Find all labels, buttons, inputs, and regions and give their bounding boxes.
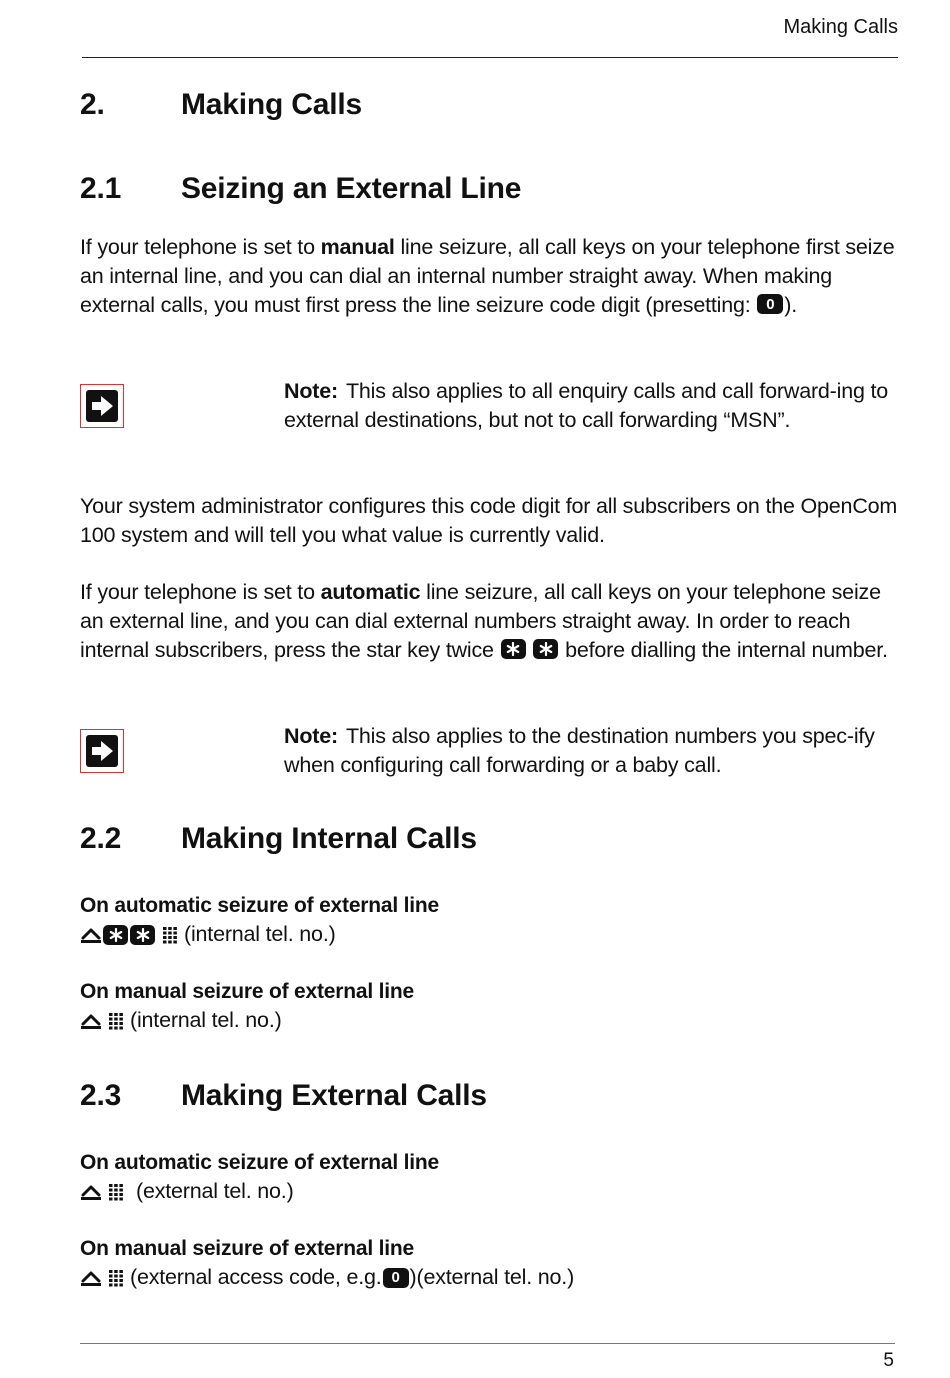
keypad-icon xyxy=(108,1012,124,1030)
star-key-icon xyxy=(533,639,558,659)
sequence-automatic-internal: (internal tel. no.) xyxy=(80,922,336,947)
chapter-title: Making Calls xyxy=(181,88,362,121)
page-number: 5 xyxy=(883,1350,894,1371)
arrow-right-icon xyxy=(80,729,124,773)
keypad-icon xyxy=(108,1269,124,1287)
paragraph-manual-seizure: If your telephone is set to manual line seizure, all call keys on your telephone first seize an internal line, and you can dial an internal number straight away. When making external calls, you must first press the line seizure code digit (presetting: 0 ). xyxy=(80,235,895,317)
footer-rule xyxy=(80,1343,895,1344)
section-number: 2.2 xyxy=(80,822,122,855)
section-title: Making External Calls xyxy=(181,1079,487,1112)
section-number: 2.1 xyxy=(80,172,122,205)
star-key-icon xyxy=(130,925,155,945)
section-number: 2.3 xyxy=(80,1079,122,1112)
subheading-manual-external: On manual seizure of external line xyxy=(80,1237,414,1260)
handset-lift-icon xyxy=(80,927,102,943)
section-heading-2-2 xyxy=(80,822,477,856)
keypad-icon xyxy=(108,1183,124,1201)
handset-lift-icon xyxy=(80,1184,102,1200)
zero-key-icon: 0 xyxy=(383,1268,409,1288)
paragraph-administrator: Your system administrator configures this code digit for all subscribers on the OpenCom 100 system and will tell you what value is currently valid. xyxy=(80,494,898,547)
handset-lift-icon xyxy=(80,1013,102,1029)
section-title: Making Internal Calls xyxy=(181,822,477,855)
subheading-manual-internal: On manual seizure of external line xyxy=(80,980,414,1003)
sequence-manual-internal: (internal tel. no.) xyxy=(80,1008,282,1033)
handset-lift-icon xyxy=(80,1270,102,1286)
sequence-manual-external: (external access code, e.g. 0 )(external tel. no.) xyxy=(80,1265,574,1290)
paragraph-automatic-seizure: If your telephone is set to automatic line seizure, all call keys on your telephone seize an external line, and you can dial external numbers straight away. In order to reach internal subscribers, press the star key twice before dialling the internal number. xyxy=(80,580,888,662)
section-heading-2-3 xyxy=(80,1079,487,1113)
note-2: Note: This also applies to the destination numbers you spec-ify when configuring call forwarding or a baby call. xyxy=(284,724,875,777)
sequence-automatic-external: (external tel. no.) xyxy=(80,1179,294,1204)
subheading-automatic-internal: On automatic seizure of external line xyxy=(80,894,440,917)
running-header: Making Calls xyxy=(783,16,898,38)
subheading-automatic-external: On automatic seizure of external line xyxy=(80,1151,440,1174)
keypad-icon xyxy=(162,926,178,944)
star-key-icon xyxy=(103,925,128,945)
star-key-icon xyxy=(501,639,526,659)
section-title: Seizing an External Line xyxy=(181,172,522,205)
arrow-right-icon xyxy=(80,384,124,428)
chapter-number: 2. xyxy=(80,88,105,121)
header-rule xyxy=(82,57,898,58)
section-heading-2-1 xyxy=(80,172,521,206)
chapter-heading xyxy=(80,88,362,122)
note-1: Note: This also applies to all enquiry calls and call forward-ing to external destinations, but not to call forwarding “MSN”. xyxy=(284,379,889,432)
zero-key-icon: 0 xyxy=(757,294,783,314)
